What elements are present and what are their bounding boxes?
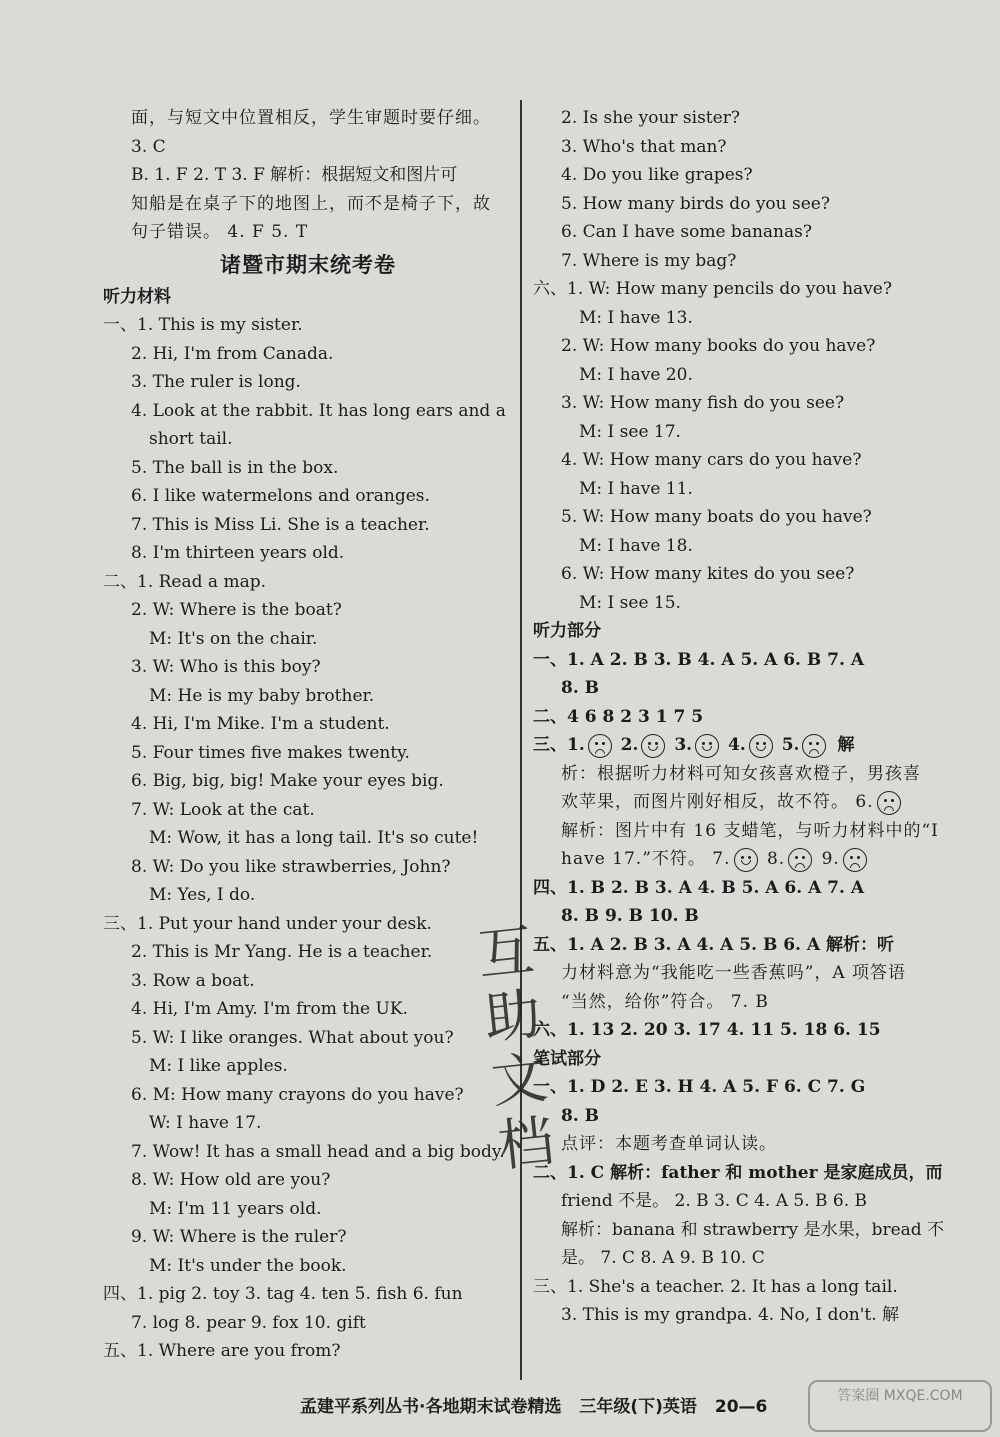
text-line: 5. The ball is in the box. [131,457,339,478]
text-line: W: I have 17. [149,1113,262,1133]
text-line: 4. Look at the rabbit. It has long ears and a [131,400,506,421]
faces-line-3 [533,788,943,817]
sad-face-icon [588,734,612,758]
text-line: 解析：banana 和 strawberry 是水果，bread 不 [561,1219,945,1240]
text-line: 5. W: How many boats do you have? [561,507,872,527]
text-line: short tail. [149,429,233,449]
text-line: M: It's under the book. [149,1255,347,1276]
right-column [533,104,943,1330]
text-line: M: It's on the chair. [149,628,318,649]
text-line: 二、1. C 解析：father 和 mother 是家庭成员，而 [533,1162,943,1183]
text-line: M: I see 17. [579,421,681,442]
text-line: M: Wow, it has a long tail. It's so cute! [149,828,479,848]
text-line: 8. B 9. B 10. B [561,906,699,926]
smiley-face-icon [641,734,665,758]
text-line: 六、1. W: How many pencils do you have? [533,279,892,299]
text-line: 句子错误。 4. F 5. T [131,222,309,242]
text-line: 8. W: Do you like strawberries, John? [131,856,451,877]
footer-page-number: 20—6 [714,1397,768,1417]
text-line: 3. This is my grandpa. 4. No, I don't. 解 [561,1305,900,1325]
item-number: 4. [728,735,746,755]
text-line: 五、1. A 2. B 3. A 4. A 5. B 6. A 解析：听 [533,934,895,955]
text-line: 一、1. D 2. E 3. H 4. A 5. F 6. C 7. G [533,1077,866,1097]
right-column-part-b [533,874,943,1330]
text-line: 8. I'm thirteen years old. [131,543,345,563]
text-line: 4. Hi, I'm Amy. I'm from the UK. [131,999,408,1019]
section-heading: 诸暨市期末统考卷 [220,251,396,277]
faces-line-2: 析：根据听力材料可知女孩喜欢橙子，男孩喜 [561,763,921,784]
text-line: 六、1. 13 2. 20 3. 17 4. 11 5. 18 6. 15 [533,1020,881,1040]
item-number: 三、1. [533,735,585,755]
text-line: 一、1. This is my sister. [103,315,303,335]
footer-title: 各地期末试卷精选 [425,1397,562,1417]
page-footer [300,1392,767,1417]
text-line: 7. Where is my bag? [561,250,737,271]
text-line: M: He is my baby brother. [149,685,375,706]
text-line: 知船是在桌子下的地图上，而不是椅子下，故 [131,193,491,214]
item-number: 2. [620,735,639,755]
footer-dot: · [419,1397,426,1417]
smiley-face-icon [749,734,773,758]
left-column [103,104,513,1366]
item-number: 9. [821,849,840,869]
text-line: 3. Row a boat. [131,970,255,991]
text-line: 点评：本题考查单词认读。 [561,1134,777,1154]
listening-part-2: 二、4 6 8 2 3 1 7 5 [533,706,704,727]
text-line: M: I have 20. [579,364,693,385]
text-line: M: Yes, I do. [149,885,256,905]
text-line: 7. This is Miss Li. She is a teacher. [131,514,430,535]
text-line: 听力部分 [533,621,601,641]
text-line: 三、1. Put your hand under your desk. [103,913,432,934]
text-line: 3. Who's that man? [561,136,727,157]
footer-series: 孟建平系列丛书 [300,1397,419,1417]
text-line: “当然，给你”符合。 7. B [561,991,769,1012]
text-line: M: I see 15. [579,592,681,613]
sad-face-icon [802,734,826,758]
text-line: M: I have 13. [579,307,693,328]
item-number: 欢苹果，而图片刚好相反，故不符。 6. [561,792,874,812]
text-line: M: I like apples. [149,1056,288,1076]
item-number: 5. [781,735,800,755]
text-line: 8. B [561,1105,600,1126]
text-line: 五、1. Where are you from? [103,1341,341,1361]
text-line: 6. Can I have some bananas? [561,222,812,242]
item-number: have 17.”不符。 [561,849,706,869]
faces-line-1 [533,731,943,760]
text-line: 4. Do you like grapes? [561,165,753,185]
text-line: 6. Big, big, big! Make your eyes big. [131,771,444,791]
text-line: 3. W: How many fish do you see? [561,393,845,413]
text-line: friend 不是。 2. B 3. C 4. A 5. B 6. B [561,1191,868,1211]
sad-face-icon [843,848,867,872]
faces-line-5 [533,845,943,874]
text-line: 力材料意为“我能吃一些香蕉吗”，A 项答语 [561,963,907,983]
text-line: 4. W: How many cars do you have? [561,450,862,470]
text-line: 笔试部分 [533,1048,601,1069]
text-line: 5. W: I like oranges. What about you? [131,1027,454,1048]
text-line: 面，与短文中位置相反，学生审题时要仔细。 [131,108,491,128]
text-line: 5. Four times five makes twenty. [131,742,410,763]
listening-part-3 [533,731,943,874]
item-number: 7. [712,849,731,869]
site-logo-watermark: 答案圈 MXQE.COM [808,1380,992,1432]
text-line: 三、1. She's a teacher. 2. It has a long tail. [533,1276,898,1297]
sad-face-icon [877,791,901,815]
faces-line-4: 解析：图片中有 16 支蜡笔，与听力材料中的“I [561,820,939,841]
text-line: 6. M: How many crayons do you have? [131,1084,464,1105]
footer-grade: 三年级(下)英语 [579,1397,697,1417]
text-line: 是。 7. C 8. A 9. B 10. C [561,1248,765,1268]
text-line: 5. How many birds do you see? [561,193,830,214]
text-line: 7. Wow! It has a small head and a big body. [131,1141,505,1162]
text-line: B. 1. F 2. T 3. F 解析：根据短文和图片可 [131,165,458,185]
text-line: 3. C [131,136,166,157]
text-line: 7. log 8. pear 9. fox 10. gift [131,1312,366,1333]
text-line: 2. Hi, I'm from Canada. [131,343,334,364]
handwritten-watermark: 互助文档 [474,918,558,1180]
text-line: 3. W: Who is this boy? [131,657,321,677]
right-column-part-a [533,104,943,703]
text-line: 9. W: Where is the ruler? [131,1227,347,1247]
text-line: 二、1. Read a map. [103,571,266,592]
text-line: 四、1. pig 2. toy 3. tag 4. ten 5. fish 6. fun [103,1284,463,1304]
text-line: 8. B [561,678,600,698]
text-line: 6. W: How many kites do you see? [561,564,855,584]
item-number: 8. [766,849,786,869]
text-line: M: I have 11. [579,478,693,499]
text-line: M: I'm 11 years old. [149,1198,322,1219]
text-line: 7. W: Look at the cat. [131,799,315,820]
text-line: 2. Is she your sister? [561,108,740,128]
text-line: 2. W: Where is the boat? [131,600,342,620]
sad-face-icon [788,848,812,872]
text-line: 8. W: How old are you? [131,1170,331,1190]
text-line: 4. Hi, I'm Mike. I'm a student. [131,714,390,734]
column-divider [520,100,522,1380]
text-line: 四、1. B 2. B 3. A 4. B 5. A 6. A 7. A [533,877,865,898]
text-line: 3. The ruler is long. [131,372,301,392]
smiley-face-icon [734,848,758,872]
text-line: 一、1. A 2. B 3. B 4. A 5. A 6. B 7. A [533,649,865,670]
text-line: 6. I like watermelons and oranges. [131,486,430,506]
smiley-face-icon [695,734,719,758]
text-line: 听力材料 [103,286,171,307]
item-number: 3. [674,735,693,755]
item-number: 解 [837,735,855,755]
text-line: M: I have 18. [579,535,693,556]
text-line: 2. This is Mr Yang. He is a teacher. [131,942,433,962]
text-line: 2. W: How many books do you have? [561,336,876,356]
